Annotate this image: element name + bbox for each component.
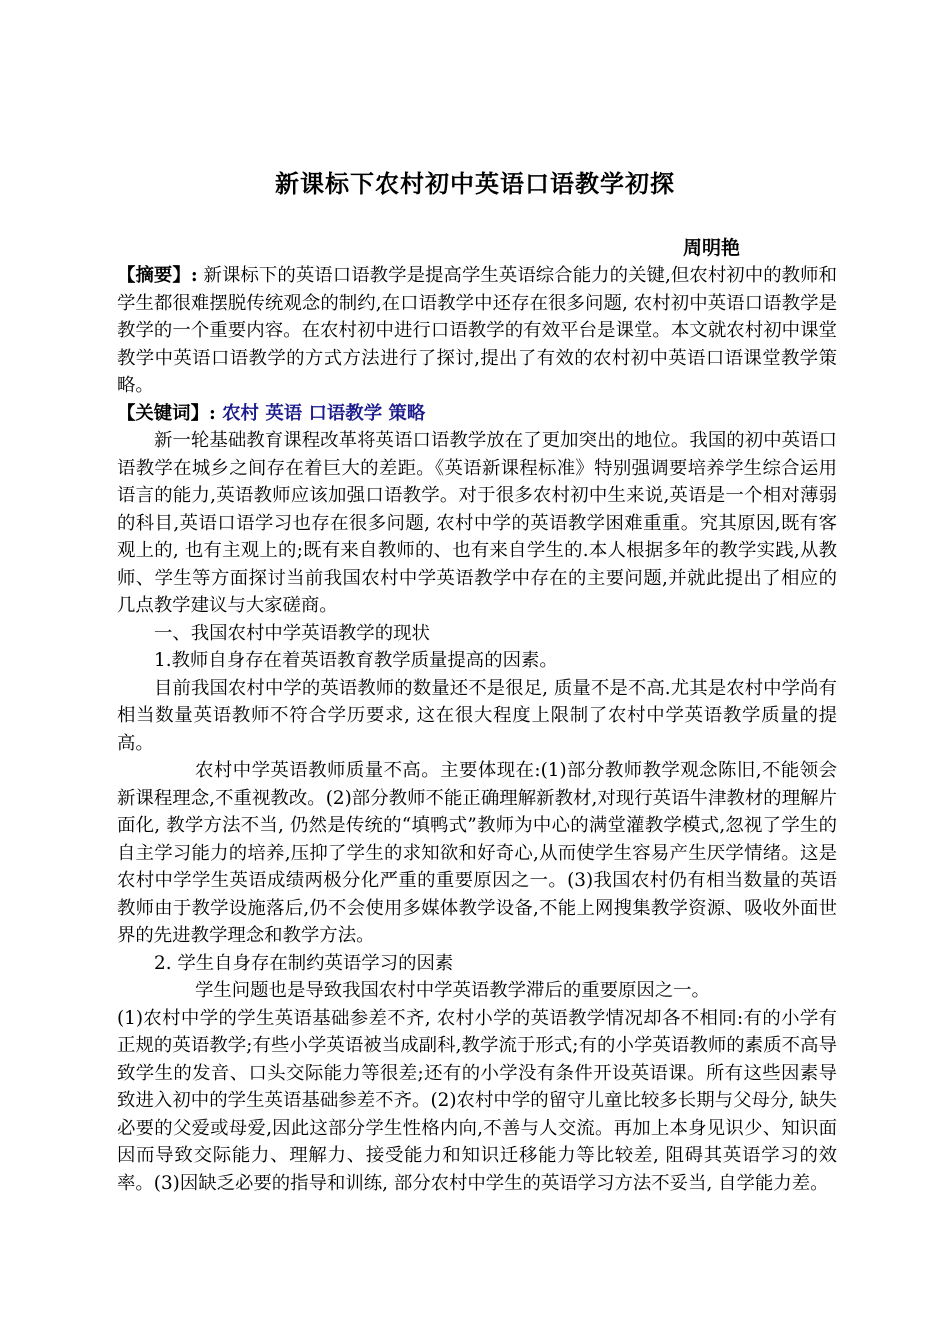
author-name: 周明艳 <box>683 237 741 259</box>
keywords-paragraph <box>117 400 837 428</box>
subsection-heading: 1.教师自身存在着英语教育教学质量提高的因素。 <box>154 650 558 671</box>
section-heading: 一、我国农村中学英语教学的现状 <box>154 622 430 644</box>
keywords-text: 农村 英语 口语教学 策略 <box>215 402 426 424</box>
body-paragraph: (1)农村中学的学生英语基础参差不齐, 农村小学的英语教学情况却各不相同:有的小学有正规的英语教学;有些小学英语被当成副科,教学流于形式;有的小学英语教师的素质不高导致学生的发音、口头交际能力等很差;还有的小学没有条件开设英语课。所有这些因素导致进入初中的学生英语基础参差不齐。(2)农村中学的留守儿童比较多长期与父母分, 缺失必要的父爱或母爱,因此这部分学生性格内向,不善与人交流。再加上本身见识少、知识面因而导致交际能力、理解力、接受能力和知识迁移能力等比较差, 阻碍其英语学习的效率。(3)因缺乏必要的指导和训练, 部分农村中学生的英语学习方法不妥当, 自学能力差。 <box>117 1007 837 1194</box>
abstract-paragraph <box>117 262 837 400</box>
body-paragraph: 农村中学英语教师质量不高。主要体现在:(1)部分教师教学观念陈旧,不能领会新课程理念,不重视教改。(2)部分教师不能正确理解新教材,对现行英语牛津教材的理解片面化, 教学方法不当, 仍然是传统的“填鸭式”教师为中心的满堂灌教学模式,忽视了学生的自主学习能力的培养,压抑了学生的求知欲和好奇心,从而使学生容易产生厌学情绪。这是农村中学学生英语成绩两极分化严重的重要原因之一。(3)我国农村仍有相当数量的英语教师由于教学设施落后,仍不会使用多媒体教学设备,不能上网搜集教学资源、吸收外面世界的先进教学理念和教学方法。 <box>117 760 837 946</box>
body-paragraph: 目前我国农村中学的英语教师的数量还不是很足, 质量不是不高.尤其是农村中学尚有相当数量英语教师不符合学历要求, 这在很大程度上限制了农村中学英语教学质量的提高。 <box>117 677 837 754</box>
abstract-text: 新课标下的英语口语教学是提高学生英语综合能力的关键,但农村初中的教师和学生都很难摆脱传统观念的制约,在口语教学中还存在很多问题, 农村初中英语口语教学是教学的一个重要内容。在农村初中进行口语教学的有效平台是课堂。本文就农村初中课堂教学中英语口语教学的方式方法进行了探讨,提出了有效的农村初中英语口语课堂教学策略。 <box>117 265 837 396</box>
document-body <box>117 262 837 1197</box>
body-paragraph: 学生问题也是导致我国农村中学英语教学滞后的重要原因之一。 <box>195 980 710 1001</box>
abstract-label: 【摘要】: <box>117 265 198 286</box>
document-title: 新课标下农村初中英语口语教学初探 <box>275 170 675 198</box>
keywords-label: 【关键词】: <box>117 402 216 424</box>
body-paragraph: 新一轮基础教育课程改革将英语口语教学放在了更加突出的地位。我国的初中英语口语教学在城乡之间存在着巨大的差距。《英语新课程标准》特别强调要培养学生综合运用语言的能力,英语教师应该加强口语教学。对于很多农村初中生来说,英语是一个相对薄弱的科目,英语口语学习也存在很多问题, 农村中学的英语教学困难重重。究其原因,既有客观上的, 也有主观上的;既有来自教师的、也有来自学生的.本人根据多年的教学实践,从教师、学生等方面探讨当前我国农村中学英语教学中存在的主要问题,并就此提出了相应的几点教学建议与大家磋商。 <box>117 430 837 616</box>
subsection-heading: 2. 学生自身存在制约英语学习的因素 <box>154 952 454 974</box>
